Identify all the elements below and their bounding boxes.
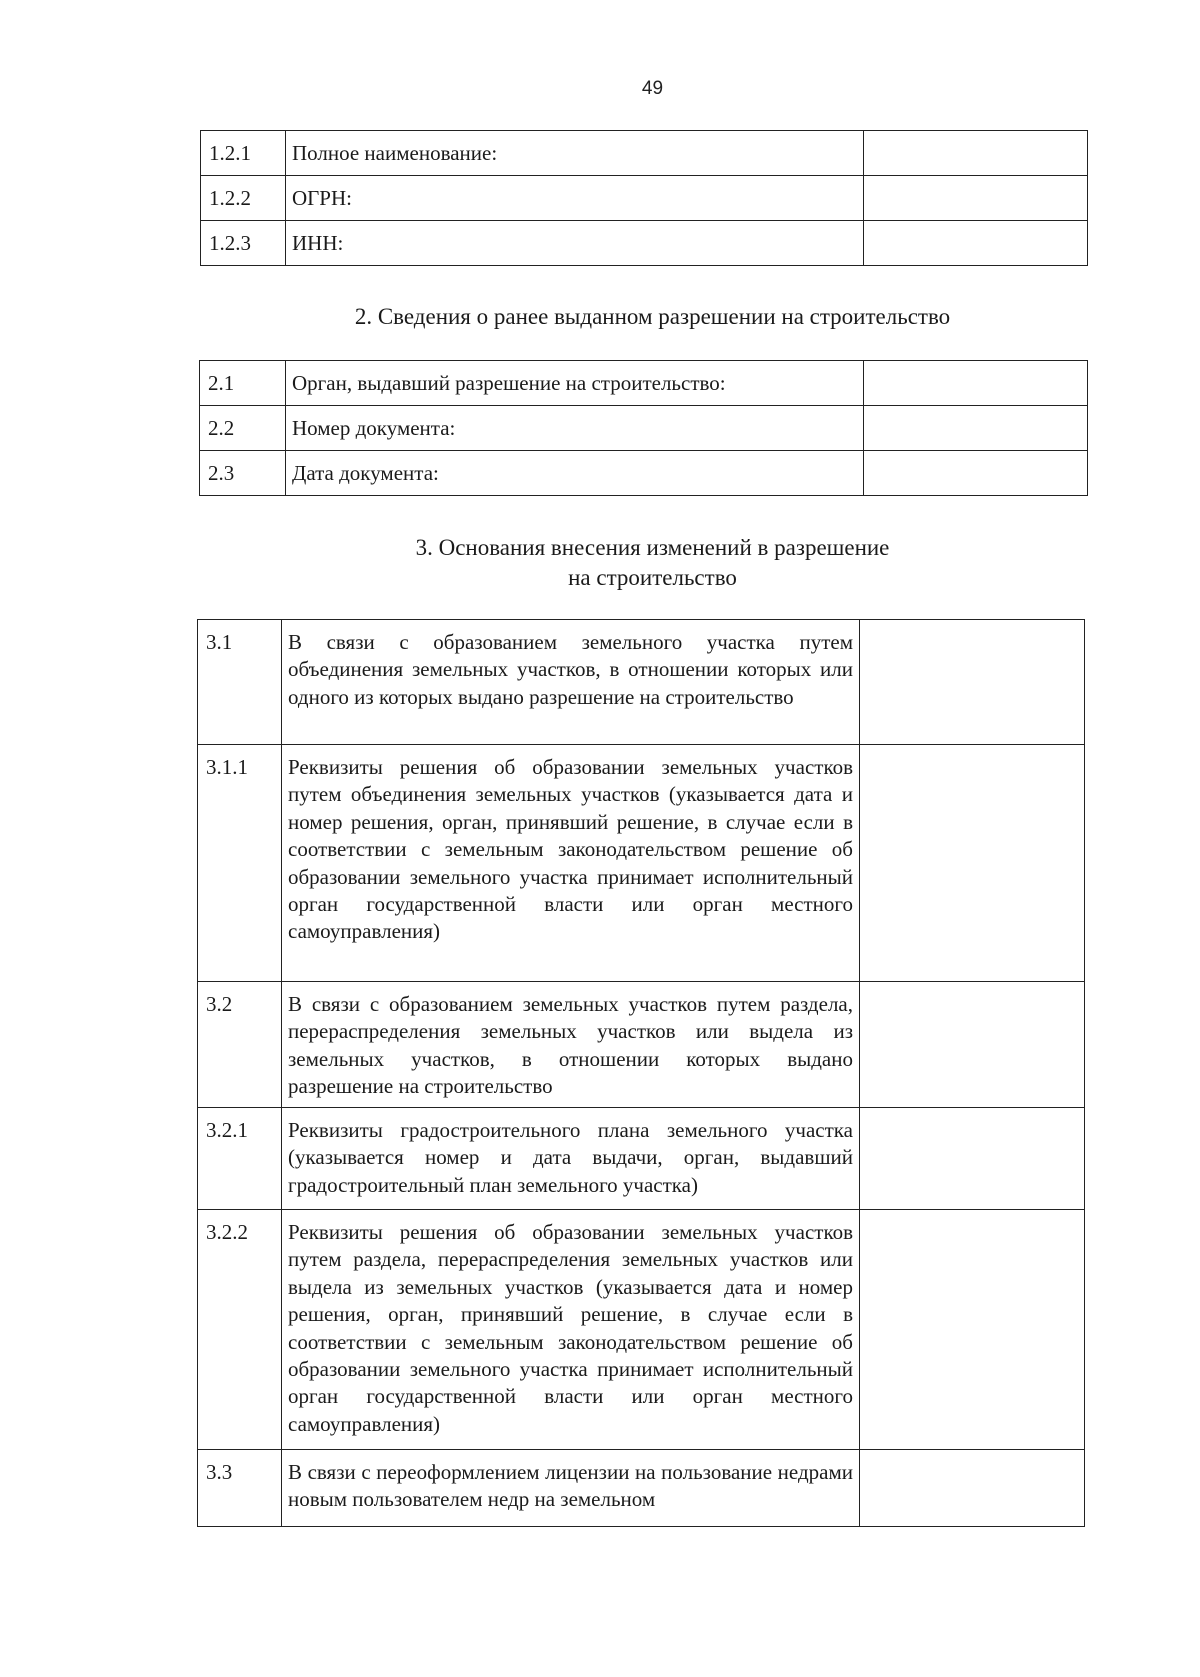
table-row (198, 1108, 1085, 1210)
ground-3-3-field[interactable] (860, 1450, 1085, 1527)
ground-3-2-field[interactable] (860, 982, 1085, 1108)
row-label: Полное наименование: (286, 131, 864, 176)
row-number: 2.1 (200, 361, 286, 406)
row-label: Орган, выдавший разрешение на строительство: (286, 361, 864, 406)
table-row (198, 1450, 1085, 1527)
full-name-field[interactable] (864, 131, 1088, 176)
row-number: 1.2.3 (201, 221, 286, 266)
document-number-field[interactable] (864, 406, 1088, 451)
inn-field[interactable] (864, 221, 1088, 266)
row-label: Дата документа: (286, 451, 864, 496)
row-label: В связи с образованием земельного участка путем объединения земельных участков, в отношении которых или одного из которых выдано разрешение на строительство (282, 620, 860, 745)
row-number: 2.2 (200, 406, 286, 451)
table-row (201, 131, 1088, 176)
change-grounds-table (197, 619, 1085, 1527)
section-2-title: 2. Сведения о ранее выданном разрешении на строительство (354, 304, 951, 329)
section-3-title-line-2: на строительство (568, 565, 737, 590)
row-label: ИНН: (286, 221, 864, 266)
table-row (201, 176, 1088, 221)
row-label: В связи с переоформлением лицензии на пользование недрами новым пользователем недр на земельном (282, 1450, 860, 1527)
issuing-authority-field[interactable] (864, 361, 1088, 406)
row-label: Реквизиты решения об образовании земельных участков путем раздела, перераспределения земельных участков или выдела из земельных участков (указывается дата и номер решения, орган, принявший решение, в случае если в соответствии с земельным законодательством решение об образовании земельного участка принимает исполнительный орган государственной власти или орган местного самоуправления) (282, 1210, 860, 1450)
ground-3-2-2-field[interactable] (860, 1210, 1085, 1450)
table-row (198, 745, 1085, 982)
table-row (200, 406, 1088, 451)
table-row (198, 982, 1085, 1108)
row-label: Номер документа: (286, 406, 864, 451)
document-date-field[interactable] (864, 451, 1088, 496)
row-number: 3.3 (198, 1450, 282, 1527)
row-number: 3.1.1 (198, 745, 282, 982)
row-label: ОГРН: (286, 176, 864, 221)
row-label: Реквизиты решения об образовании земельных участков путем объединения земельных участков (указывается дата и номер решения, орган, принявший решение, в случае если в соответствии с земельным законодательством решение об образовании земельного участка принимает исполнительный орган государственной власти или орган местного самоуправления) (282, 745, 860, 982)
table-row (198, 620, 1085, 745)
ground-3-2-1-field[interactable] (860, 1108, 1085, 1210)
row-label: В связи с образованием земельных участков путем раздела, перераспределения земельных участков или выдела из земельных участков, в отношении которых выдано разрешение на строительство (282, 982, 860, 1108)
ogrn-field[interactable] (864, 176, 1088, 221)
organization-details-table (200, 130, 1088, 266)
row-number: 3.2 (198, 982, 282, 1108)
table-row (201, 221, 1088, 266)
row-number: 1.2.1 (201, 131, 286, 176)
row-number: 3.2.1 (198, 1108, 282, 1210)
section-3-title-line-1: 3. Основания внесения изменений в разрешение (415, 535, 890, 560)
row-number: 1.2.2 (201, 176, 286, 221)
table-row (200, 361, 1088, 406)
page-number: 49 (641, 78, 664, 99)
row-number: 2.3 (200, 451, 286, 496)
ground-3-1-field[interactable] (860, 620, 1085, 745)
table-row (198, 1210, 1085, 1450)
previous-permit-table (199, 360, 1088, 496)
ground-3-1-1-field[interactable] (860, 745, 1085, 982)
row-number: 3.2.2 (198, 1210, 282, 1450)
row-label: Реквизиты градостроительного плана земельного участка (указывается номер и дата выдачи, орган, выдавший градостроительный план земельного участка) (282, 1108, 860, 1210)
row-number: 3.1 (198, 620, 282, 745)
table-row (200, 451, 1088, 496)
